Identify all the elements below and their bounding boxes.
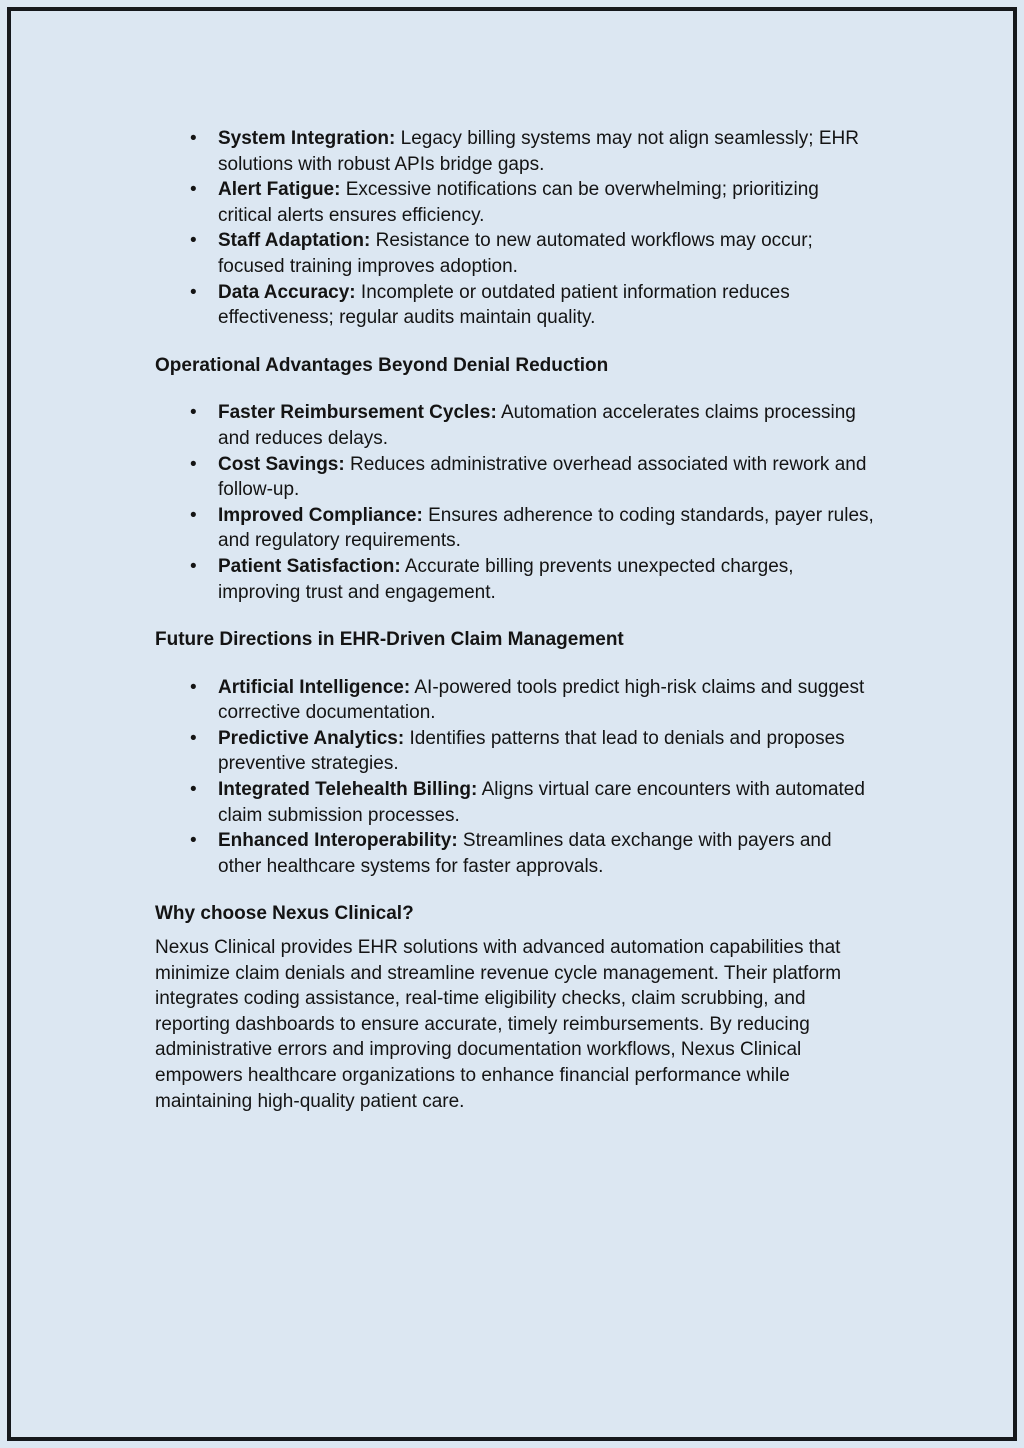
- heading-operational-advantages: Operational Advantages Beyond Denial Reduction: [155, 354, 609, 376]
- list-item-label: Cost Savings:: [218, 453, 345, 475]
- list-item-text: Accurate billing prevents unexpected charges, improving trust and engagement.: [218, 555, 794, 603]
- list-item-label: Faster Reimbursement Cycles:: [218, 402, 497, 424]
- list-item-label: Alert Fatigue:: [218, 179, 341, 201]
- list-item-label: Enhanced Interoperability:: [218, 830, 458, 852]
- list-item: [155, 126, 877, 177]
- list-item-text: Streamlines data exchange with payers and other healthcare systems for faster approvals.: [218, 830, 832, 877]
- list-item-text: Automation accelerates claims processing and reduces delays.: [218, 402, 856, 449]
- list-item: [155, 828, 877, 879]
- list-item-label: System Integration:: [218, 128, 396, 149]
- list-item-text: Identifies patterns that lead to denials and proposes preventive strategies.: [218, 727, 845, 775]
- bullet-icon: •: [190, 230, 197, 252]
- list-item: [155, 777, 877, 828]
- list-item-text: Aligns virtual care encounters with automated claim submission processes.: [218, 779, 865, 826]
- document-content: [155, 126, 877, 1114]
- heading-future-directions: Future Directions in EHR-Driven Claim Management: [155, 629, 624, 651]
- list-item: [155, 228, 877, 279]
- bullet-icon: •: [190, 504, 197, 526]
- list-item: [155, 400, 877, 451]
- list-item: [155, 503, 877, 554]
- list-item-text: Reduces administrative overhead associated with rework and follow-up.: [218, 453, 867, 501]
- operational-advantages-list: [155, 400, 877, 605]
- list-item-text: Incomplete or outdated patient information reduces effectiveness; regular audits maintain quality.: [218, 281, 790, 329]
- list-item: [155, 726, 877, 777]
- list-item-label: Staff Adaptation:: [218, 230, 371, 252]
- list-item-label: Predictive Analytics:: [218, 727, 405, 749]
- list-item: [155, 554, 877, 605]
- list-item: [155, 177, 877, 228]
- list-item-text: Resistance to new automated workflows may occur; focused training improves adoption.: [218, 230, 813, 277]
- bullet-icon: •: [190, 453, 197, 475]
- why-nexus-paragraph: Nexus Clinical provides EHR solutions with advanced automation capabilities that minimize claim denials and streamline revenue cycle management. Their platform integrates coding assistance, real-time eligibility checks, claim scrubbing, and reporting dashboards to ensure accurate, timely reimbursements. By reducing administrative errors and improving documentation workflows, Nexus Clinical empowers healthcare organizations to enhance financial performance while maintaining high-quality patient care.: [155, 937, 842, 1112]
- list-item-label: Artificial Intelligence:: [218, 676, 411, 698]
- bullet-icon: •: [190, 830, 197, 852]
- list-item-label: Patient Satisfaction:: [218, 555, 401, 577]
- future-directions-list: [155, 675, 877, 880]
- list-item-text: Ensures adherence to coding standards, payer rules, and regulatory requirements.: [218, 504, 874, 552]
- bullet-icon: •: [190, 555, 197, 577]
- list-item: [155, 452, 877, 503]
- list-item-text: AI-powered tools predict high-risk claims and suggest corrective documentation.: [218, 676, 865, 724]
- bullet-icon: •: [190, 179, 197, 201]
- bullet-icon: •: [190, 281, 197, 303]
- list-item-label: Data Accuracy:: [218, 281, 356, 303]
- implementation-challenges-list: [155, 126, 877, 331]
- list-item: [155, 280, 877, 331]
- bullet-icon: •: [190, 128, 197, 149]
- list-item-text: Legacy billing systems may not align seamlessly; EHR solutions with robust APIs bridge gaps.: [218, 128, 859, 175]
- heading-why-nexus: Why choose Nexus Clinical?: [155, 903, 414, 925]
- list-item-label: Integrated Telehealth Billing:: [218, 779, 478, 801]
- bullet-icon: •: [190, 727, 197, 749]
- bullet-icon: •: [190, 676, 197, 698]
- list-item-text: Excessive notifications can be overwhelming; prioritizing critical alerts ensures efficiency.: [218, 179, 819, 226]
- list-item-label: Improved Compliance:: [218, 504, 423, 526]
- bullet-icon: •: [190, 779, 197, 801]
- bullet-icon: •: [190, 402, 197, 424]
- list-item: [155, 675, 877, 726]
